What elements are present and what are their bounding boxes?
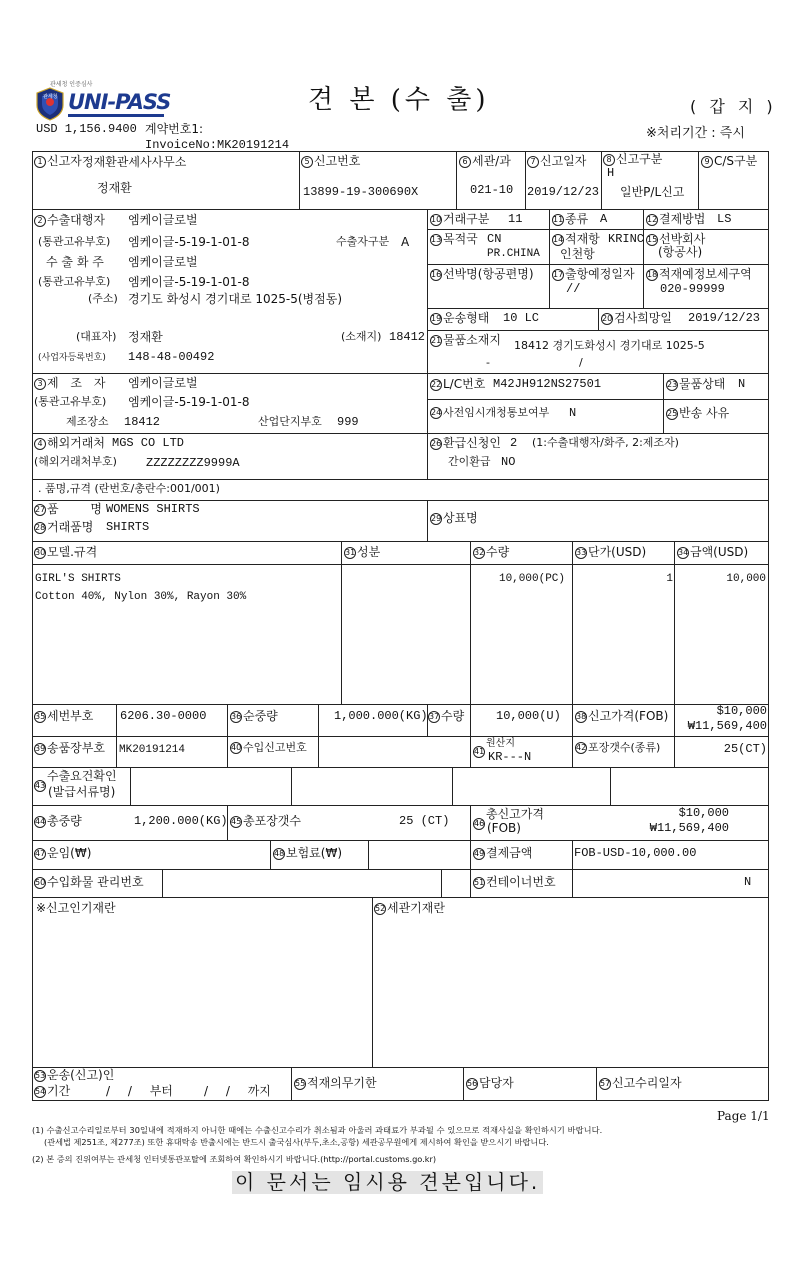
loading-area: 020-99999 xyxy=(660,282,725,296)
destination-label: 13 목적국 xyxy=(431,232,478,246)
period-to: / / 까지 xyxy=(204,1084,271,1098)
uni-pass-logo: UNI-PASS xyxy=(68,90,171,114)
declaration-date: 2019/12/23 xyxy=(527,185,600,199)
declarant-name: 정재환관세사사무소 xyxy=(82,155,187,169)
buyer-code-label: (해외거래처부호) xyxy=(34,455,117,468)
representative-name: 정재환 xyxy=(128,330,163,344)
exporter-name: 엠케이글로벌 xyxy=(128,213,198,227)
packages-label: 42 포장갯수(종류) xyxy=(576,741,661,754)
requirements-label: 43수출요건확인 xyxy=(35,769,117,790)
industrial-complex-label: 산업단지부호 xyxy=(258,415,322,428)
logo-badge-text: 관세청 xyxy=(43,94,58,100)
logo xyxy=(36,81,171,122)
period-from: / / 부터 xyxy=(106,1084,173,1098)
location-label: (소재지) xyxy=(341,330,382,343)
manufacturing-place-label: 제조장소 xyxy=(66,415,109,428)
owner-customs-code: 엠케이글-5-19-1-01-8 xyxy=(128,275,250,289)
import-management-label: 50 수입화물 관리번호 xyxy=(35,875,144,889)
quantity-2: 10,000(U) xyxy=(496,709,561,723)
total-value-label: 46총신고가격 xyxy=(474,807,544,828)
trade-type: 11 xyxy=(508,212,523,226)
customs-shield-icon xyxy=(36,87,64,121)
product-name: WOMENS SHIRTS xyxy=(106,502,200,516)
gross-weight: 1,200.000(KG) xyxy=(134,814,228,828)
logo-underline xyxy=(68,114,164,117)
exporter-customs-code-label: (통관고유부호) xyxy=(38,235,111,248)
refund-applicant-label: 26 환급신청인 xyxy=(431,436,501,450)
goods-location-slash: / xyxy=(579,356,583,369)
carrier-label: 15 선박회사 xyxy=(647,232,706,246)
departure-date: // xyxy=(566,282,581,296)
officer-label: 56 담당자 xyxy=(467,1076,514,1090)
hs-code-label: 35 세번부호 xyxy=(35,709,94,723)
trade-type-label: 10 거래구분 xyxy=(431,212,490,226)
exporter-type-label: 수출자구분 xyxy=(336,235,390,248)
amount-header: 34 금액(USD) xyxy=(678,545,749,559)
total-packages: 25 (CT) xyxy=(399,814,450,828)
hs-code: 6206.30-0000 xyxy=(120,709,207,723)
item-unit-price: 1 xyxy=(666,573,673,585)
fob-value-usd: $10,000 xyxy=(716,704,767,718)
refund-note: (1:수출대행자/화주, 2:제조자) xyxy=(532,436,679,449)
declaration-type-label: 8 신고구분 xyxy=(603,153,662,167)
footer-note-1a: (1) 수출신고수리일로부터 30일내에 적재하지 아니한 때에는 수출신고수리가 취소됨과 아울러 과태료가 부과될 수 있으므로 적재사실을 확인하시기 바랍니다. xyxy=(32,1125,603,1135)
business-number-label: (사업자등록번호) xyxy=(38,353,106,363)
pre-report-label: 24 사전임시개청통보여부 xyxy=(431,406,550,419)
page-number: Page 1/1 xyxy=(717,1109,770,1123)
manufacturer-name: 엠케이글로벌 xyxy=(128,376,198,390)
processing-period: ※처리기간 : 즉시 xyxy=(646,126,745,141)
item-quantity: 10,000(PC) xyxy=(498,573,565,585)
buyer-label: 4 해외거래처 xyxy=(34,437,105,451)
manufacturer-customs-code-label: (통관고유부호) xyxy=(34,395,107,408)
annex-label: ( 갑 지 ) xyxy=(690,97,777,116)
exporter-type: A xyxy=(401,235,410,249)
fob-value-krw: ₩11,569,400 xyxy=(687,719,767,733)
total-value-usd: $10,000 xyxy=(678,806,729,820)
loading-area-label: 18 적재예정보세구역 xyxy=(647,267,752,281)
item-amount: 10,000 xyxy=(726,573,766,585)
goods-status: N xyxy=(738,377,746,391)
owner-name: 엠케이글로벌 xyxy=(128,255,198,269)
buyer-name: MGS CO LTD xyxy=(112,436,185,450)
transport-label: 19 운송형태 xyxy=(431,311,490,325)
inspection-date: 2019/12/23 xyxy=(688,311,761,325)
total-packages-label: 45 총포장갯수 xyxy=(231,814,301,828)
loading-deadline-label: 55 적재의무기한 xyxy=(295,1076,377,1090)
manufacturer-label: 3 제 조 자 xyxy=(34,377,109,391)
period-label: 54 기간 xyxy=(35,1084,71,1098)
owner-address-label: (주소) xyxy=(88,292,118,305)
footer-note-1b: (관세법 제251조, 제277조) 또한 휴대탁송 반출시에는 반드시 출국심사(부두,초소,공항) 세관공무원에게 제시하여 확인을 받으시기 바랍니다. xyxy=(44,1137,549,1147)
quantity-header: 32 수량 xyxy=(474,545,510,559)
declarant-person: 정재환 xyxy=(97,181,132,195)
total-value-sublabel: (FOB) xyxy=(487,821,521,835)
contract-label: 계약번호1: xyxy=(145,122,204,136)
trade-product-name: SHIRTS xyxy=(106,520,150,534)
vessel-label: 16 선박명(항공편명) xyxy=(431,267,534,281)
declaration-number-label: 5 신고번호 xyxy=(301,155,360,169)
representative-label: (대표자) xyxy=(76,330,117,343)
customs-office-label: 6 세관/과 xyxy=(459,155,511,169)
payment-method-label: 12 결제방법 xyxy=(647,212,706,226)
declaration-type-code: H xyxy=(607,166,615,180)
loading-port-code: KRINC xyxy=(608,232,645,246)
ingredient-header: 31 성분 xyxy=(345,545,381,559)
document-title: 견 본 (수 출) xyxy=(308,85,490,115)
return-reason-label: 25 반송 사유 xyxy=(667,406,730,420)
freight-label: 47 운임(₩) xyxy=(35,846,92,860)
manufacturer-customs-code: 엠케이글-5-19-1-01-8 xyxy=(128,395,250,409)
payment-method: LS xyxy=(717,212,732,226)
kind-label: 11 종류 xyxy=(553,212,589,226)
simple-refund: NO xyxy=(501,455,516,469)
declarant-label: 1 신고자 xyxy=(34,155,82,169)
pre-report: N xyxy=(569,406,577,420)
loading-port-label: 14 적재항 xyxy=(553,232,600,246)
invoice-number: InvoiceNo:MK20191214 xyxy=(145,138,290,152)
acceptance-date-label: 57 신고수리일자 xyxy=(600,1076,682,1090)
transport-mode: 10 LC xyxy=(503,311,540,325)
goods-location-dash: - xyxy=(486,356,490,369)
invoice-code: MK20191214 xyxy=(119,744,186,756)
goods-location-label: 21 물품소재지 xyxy=(431,333,501,347)
owner-customs-code-label: (통관고유부호) xyxy=(38,275,111,288)
net-weight: 1,000.000(KG) xyxy=(334,709,428,723)
import-declaration-label: 40 수입신고번호 xyxy=(231,741,307,754)
goods-status-label: 23 물품상태 xyxy=(667,377,726,391)
location-code: 18412 xyxy=(389,330,426,344)
owner-address: 경기도 화성시 경기대로 1025-5(병점동) xyxy=(128,292,343,306)
product-name-label: 27 품 명 xyxy=(35,502,116,516)
declarant-notes-label: ※신고인기재란 xyxy=(36,901,116,915)
cs-type-label: 9 C/S구분 xyxy=(701,155,757,169)
invoice-code-label: 39 송품장부호 xyxy=(35,741,105,755)
item-header: . 품명,규격 (란번호/총란수:001/001) xyxy=(38,482,220,495)
fob-value-label: 38 신고가격(FOB) xyxy=(576,709,669,723)
transport-person-label: 53 운송(신고)인 xyxy=(35,1068,115,1082)
declaration-number: 13899-19-300690X xyxy=(303,185,419,199)
inspection-date-label: 20 검사희망일 xyxy=(602,311,672,325)
origin-label: 41원산지 xyxy=(474,738,515,756)
footer-note-2: (2) 본 증의 진위여부는 관세청 인터넷통관포탈에 조회하여 확인하시기 바랍니다.(http://portal.customs.go.kr) xyxy=(32,1154,437,1164)
net-weight-label: 36 순중량 xyxy=(231,709,278,723)
loading-port-name: 인천항 xyxy=(560,247,595,261)
business-number: 148-48-00492 xyxy=(128,350,215,364)
logo-caption: 관세청 인증심사 xyxy=(50,81,93,88)
requirements-sublabel: (발급서류명) xyxy=(48,785,116,799)
owner-label: 수 출 화 주 xyxy=(46,255,104,269)
buyer-code: ZZZZZZZZ9999A xyxy=(146,456,240,470)
total-value-krw: ₩11,569,400 xyxy=(649,821,729,835)
destination-name: PR.CHINA xyxy=(487,248,540,260)
unit-price-header: 33 단가(USD) xyxy=(576,545,647,559)
exporter-label: 2 수출대행자 xyxy=(34,214,105,228)
model-spec-header: 30 모델.규격 xyxy=(35,545,98,559)
destination-code: CN xyxy=(487,232,502,246)
origin: KR---N xyxy=(488,750,532,764)
gross-weight-label: 44 총중량 xyxy=(35,814,82,828)
departure-date-label: 17 출항예정일자 xyxy=(553,267,635,281)
declaration-date-label: 7 신고일자 xyxy=(527,155,586,169)
declaration-type: 일반P/L신고 xyxy=(620,185,685,199)
refund-applicant: 2 xyxy=(510,436,518,450)
settlement-label: 49 결제금액 xyxy=(474,846,533,860)
settlement-amount: FOB-USD-10,000.00 xyxy=(574,846,697,860)
carrier-sub-label: (항공사) xyxy=(658,245,703,259)
lc-number-label: 22 L/C번호 xyxy=(431,377,486,391)
exchange-rate: USD 1,156.9400 xyxy=(36,122,137,136)
customs-notes-label: 52 세관기재란 xyxy=(375,901,445,915)
brand-label: 29 상표명 xyxy=(431,511,478,525)
simple-refund-label: 간이환급 xyxy=(448,455,491,468)
model-line-2: Cotton 40%, Nylon 30%, Rayon 30% xyxy=(35,591,247,603)
sample-notice: 이 문서는 임시용 견본입니다. xyxy=(232,1171,543,1194)
packages: 25(CT) xyxy=(723,742,767,756)
trade-product-label: 28 거래품명 xyxy=(35,520,94,534)
goods-location-address: 18412 경기도화성시 경기대로 1025-5 xyxy=(514,339,705,352)
industrial-complex-code: 999 xyxy=(337,415,359,429)
exporter-customs-code: 엠케이글-5-19-1-01-8 xyxy=(128,235,250,249)
model-line-1: GIRL'S SHIRTS xyxy=(35,573,121,585)
container-number: N xyxy=(744,875,752,889)
container-label: 51 컨테이너번호 xyxy=(474,875,556,889)
kind: A xyxy=(600,212,608,226)
lc-number: M42JH912NS27501 xyxy=(493,377,602,391)
customs-office: 021-10 xyxy=(470,183,514,197)
manufacturing-place: 18412 xyxy=(124,415,161,429)
quantity-2-label: 37 수량 xyxy=(429,709,465,723)
insurance-label: 48 보험료(₩) xyxy=(274,846,343,860)
